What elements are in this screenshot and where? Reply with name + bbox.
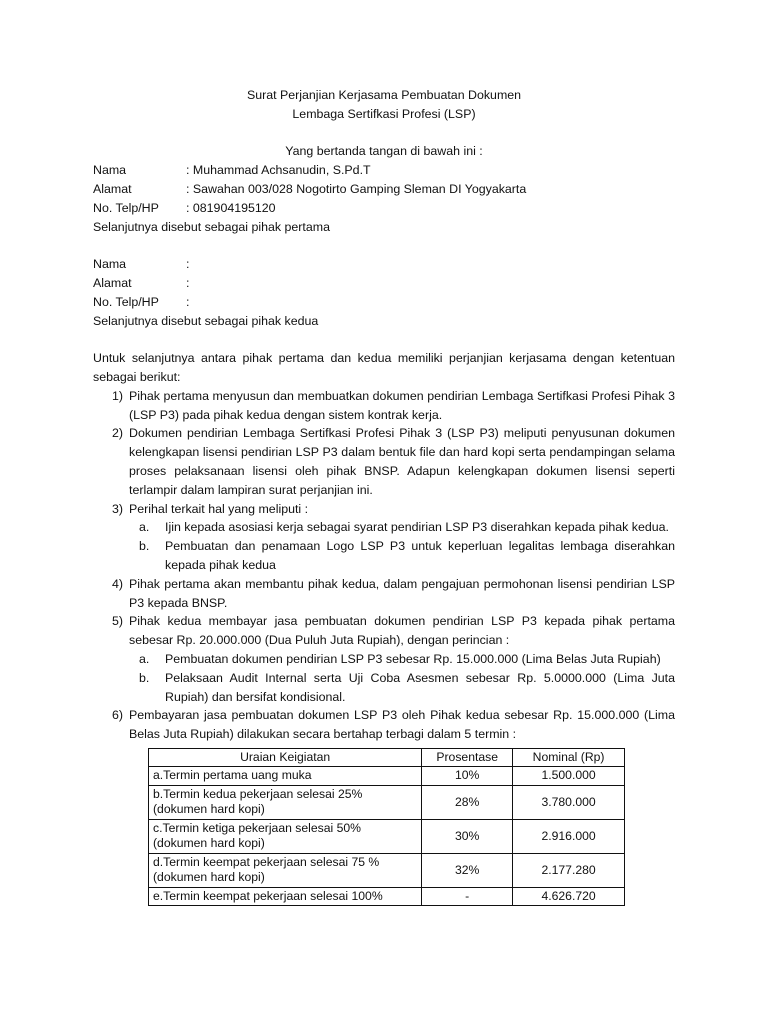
party-two-phone-row [93,293,675,312]
subclause-letter: b. [139,670,150,685]
subclause-letter: a. [139,520,150,535]
clause-item [93,612,675,706]
clause-list [93,387,675,744]
clause-number: 5) [112,614,124,629]
clause-text: Dokumen pendirian Lembaga Sertifkasi Profesi Pihak 3 (LSP P3) meliputi penyusunan dokumen kelengkapan lisensi pendirian LSP P3 dalam bentuk file dan hard kopi serta pendampingan selama proses pelaksanaan lisensi oleh pihak BNSP. Adapun kelengkapan dokumen lisensi seperti terlampir dalam lampiran surat perjanjian ini. [129,426,675,497]
party-two-block [93,255,675,330]
party-two-phone-value: : [186,294,190,309]
party-one-name-value: : Muhammad Achsanudin, S.Pd.T [186,163,371,178]
row-letter: e. [153,888,164,903]
row-description: Termin pertama uang muka [163,768,312,783]
party-two-phone-label: No. Telp/HP [93,294,159,309]
row-percentage: - [422,887,513,906]
table-row [149,785,625,819]
subclause-item [129,669,675,707]
clause-text: Pihak pertama akan membantu pihak kedua, dalam pengajuan permohonan lisensi pendirian LSP P3 kepada BNSP. [129,576,675,610]
clause-item [93,575,675,613]
row-description-cell [149,819,422,853]
clause-number: 3) [112,501,124,516]
party-one-note: Selanjutnya disebut sebagai pihak pertama [93,219,330,234]
document-body [93,86,675,906]
party-one-address-value: : Sawahan 003/028 Nogotirto Gamping Sleman DI Yogyakarta [186,181,527,196]
terms-intro: Untuk selanjutnya antara pihak pertama dan kedua memiliki perjanjian kerjasama dengan ketentuan sebagai berikut: [93,351,675,384]
party-two-address-value: : [186,275,190,290]
party-one-address-row [93,180,675,199]
subclause-letter: a. [139,651,150,666]
header-percentage: Prosentase [422,748,513,767]
subclause-text: Ijin kepada asosiasi kerja sebagai syarat pendirian LSP P3 diserahkan kepada pihak kedua. [165,520,669,535]
clause-text: Perihal terkait hal yang meliputi : [129,501,309,516]
row-description: Termin kedua pekerjaan selesai 25% (dokumen hard kopi) [153,786,363,817]
clause-number: 6) [112,708,124,723]
row-percentage: 10% [422,767,513,786]
row-amount: 2.916.000 [513,819,625,853]
subclause-text: Pelaksaan Audit Internal serta Uji Coba Asesmen sebesar Rp. 5.0000.000 (Lima Juta Rupiah) dan bersifat kondisional. [165,670,675,704]
row-description: Termin keempat pekerjaan selesai 100% [163,888,383,903]
clause-item [93,387,675,425]
table-row [149,887,625,906]
party-one-block [93,161,675,236]
row-letter: d. [153,854,164,869]
party-two-name-label: Nama [93,257,127,272]
party-two-name-value: : [186,257,190,272]
party-one-phone-row [93,199,675,218]
table-row [149,853,625,887]
party-two-address-label: Alamat [93,275,132,290]
party-one-name-label: Nama [93,163,127,178]
row-letter: c. [153,820,163,835]
subclause-item [129,650,675,669]
subclause-letter: b. [139,539,150,554]
row-percentage: 30% [422,819,513,853]
table-row [149,767,625,786]
clause-sublist [129,650,675,706]
payment-terms-table [148,748,625,907]
document-title-line-1: Surat Perjanjian Kerjasama Pembuatan Dokumen [246,88,522,102]
row-amount: 4.626.720 [513,887,625,906]
row-description-cell [149,785,422,819]
party-one-phone-label: No. Telp/HP [93,200,159,215]
clause-text: Pihak kedua membayar jasa pembuatan dokumen pendirian LSP P3 kepada pihak pertama sebesar Rp. 20.000.000 (Dua Puluh Juta Rupiah), dengan perincian : [129,614,675,648]
party-one-address-label: Alamat [93,181,132,196]
party-two-name-row [93,255,675,274]
subclause-item [129,537,675,575]
row-percentage: 28% [422,785,513,819]
row-description-cell [149,853,422,887]
clause-number: 1) [112,388,124,403]
subclause-text: Pembuatan dan penamaan Logo LSP P3 untuk keperluan legalitas lembaga diserahkan kepada pihak kedua [165,539,675,572]
row-letter: a. [153,768,164,783]
header-nominal: Nominal (Rp) [513,748,625,767]
table-row [149,819,625,853]
row-amount: 2.177.280 [513,853,625,887]
row-percentage: 32% [422,853,513,887]
party-two-address-row [93,274,675,293]
clause-item [93,500,675,575]
row-description: Termin ketiga pekerjaan selesai 50% (dokumen hard kopi) [153,820,361,851]
row-letter: b. [153,786,164,801]
clause-number: 2) [112,426,124,441]
clause-text: Pihak pertama menyusun dan membuatkan dokumen pendirian Lembaga Sertifkasi Profesi Pihak 3 (LSP P3) pada pihak kedua dengan sistem kontrak kerja. [129,388,675,422]
party-two-note: Selanjutnya disebut sebagai pihak kedua [93,313,319,328]
clause-sublist [129,518,675,574]
row-amount: 1.500.000 [513,767,625,786]
clause-item [93,706,675,744]
row-description-cell [149,887,422,906]
row-description: Termin keempat pekerjaan selesai 75 % (dokumen hard kopi) [153,854,380,885]
intro-text: Yang bertanda tangan di bawah ini : [285,144,483,159]
row-description-cell [149,767,422,786]
party-one-phone-value: : 081904195120 [186,200,276,215]
clause-number: 4) [112,576,124,591]
clause-item [93,424,675,499]
subclause-item [129,518,675,537]
table-header-row [149,748,625,767]
header-description: Uraian Keigiatan [149,748,422,767]
party-one-name-row [93,161,675,180]
subclause-text: Pembuatan dokumen pendirian LSP P3 sebesar Rp. 15.000.000 (Lima Belas Juta Rupiah) [165,651,661,666]
clause-text: Pembayaran jasa pembuatan dokumen LSP P3 oleh Pihak kedua sebesar Rp. 15.000.000 (Lima Belas Juta Rupiah) dilakukan secara bertahap terbagi dalam 5 termin : [129,708,675,742]
document-title-line-2: Lembaga Sertifkasi Profesi (LSP) [292,106,476,121]
row-amount: 3.780.000 [513,785,625,819]
